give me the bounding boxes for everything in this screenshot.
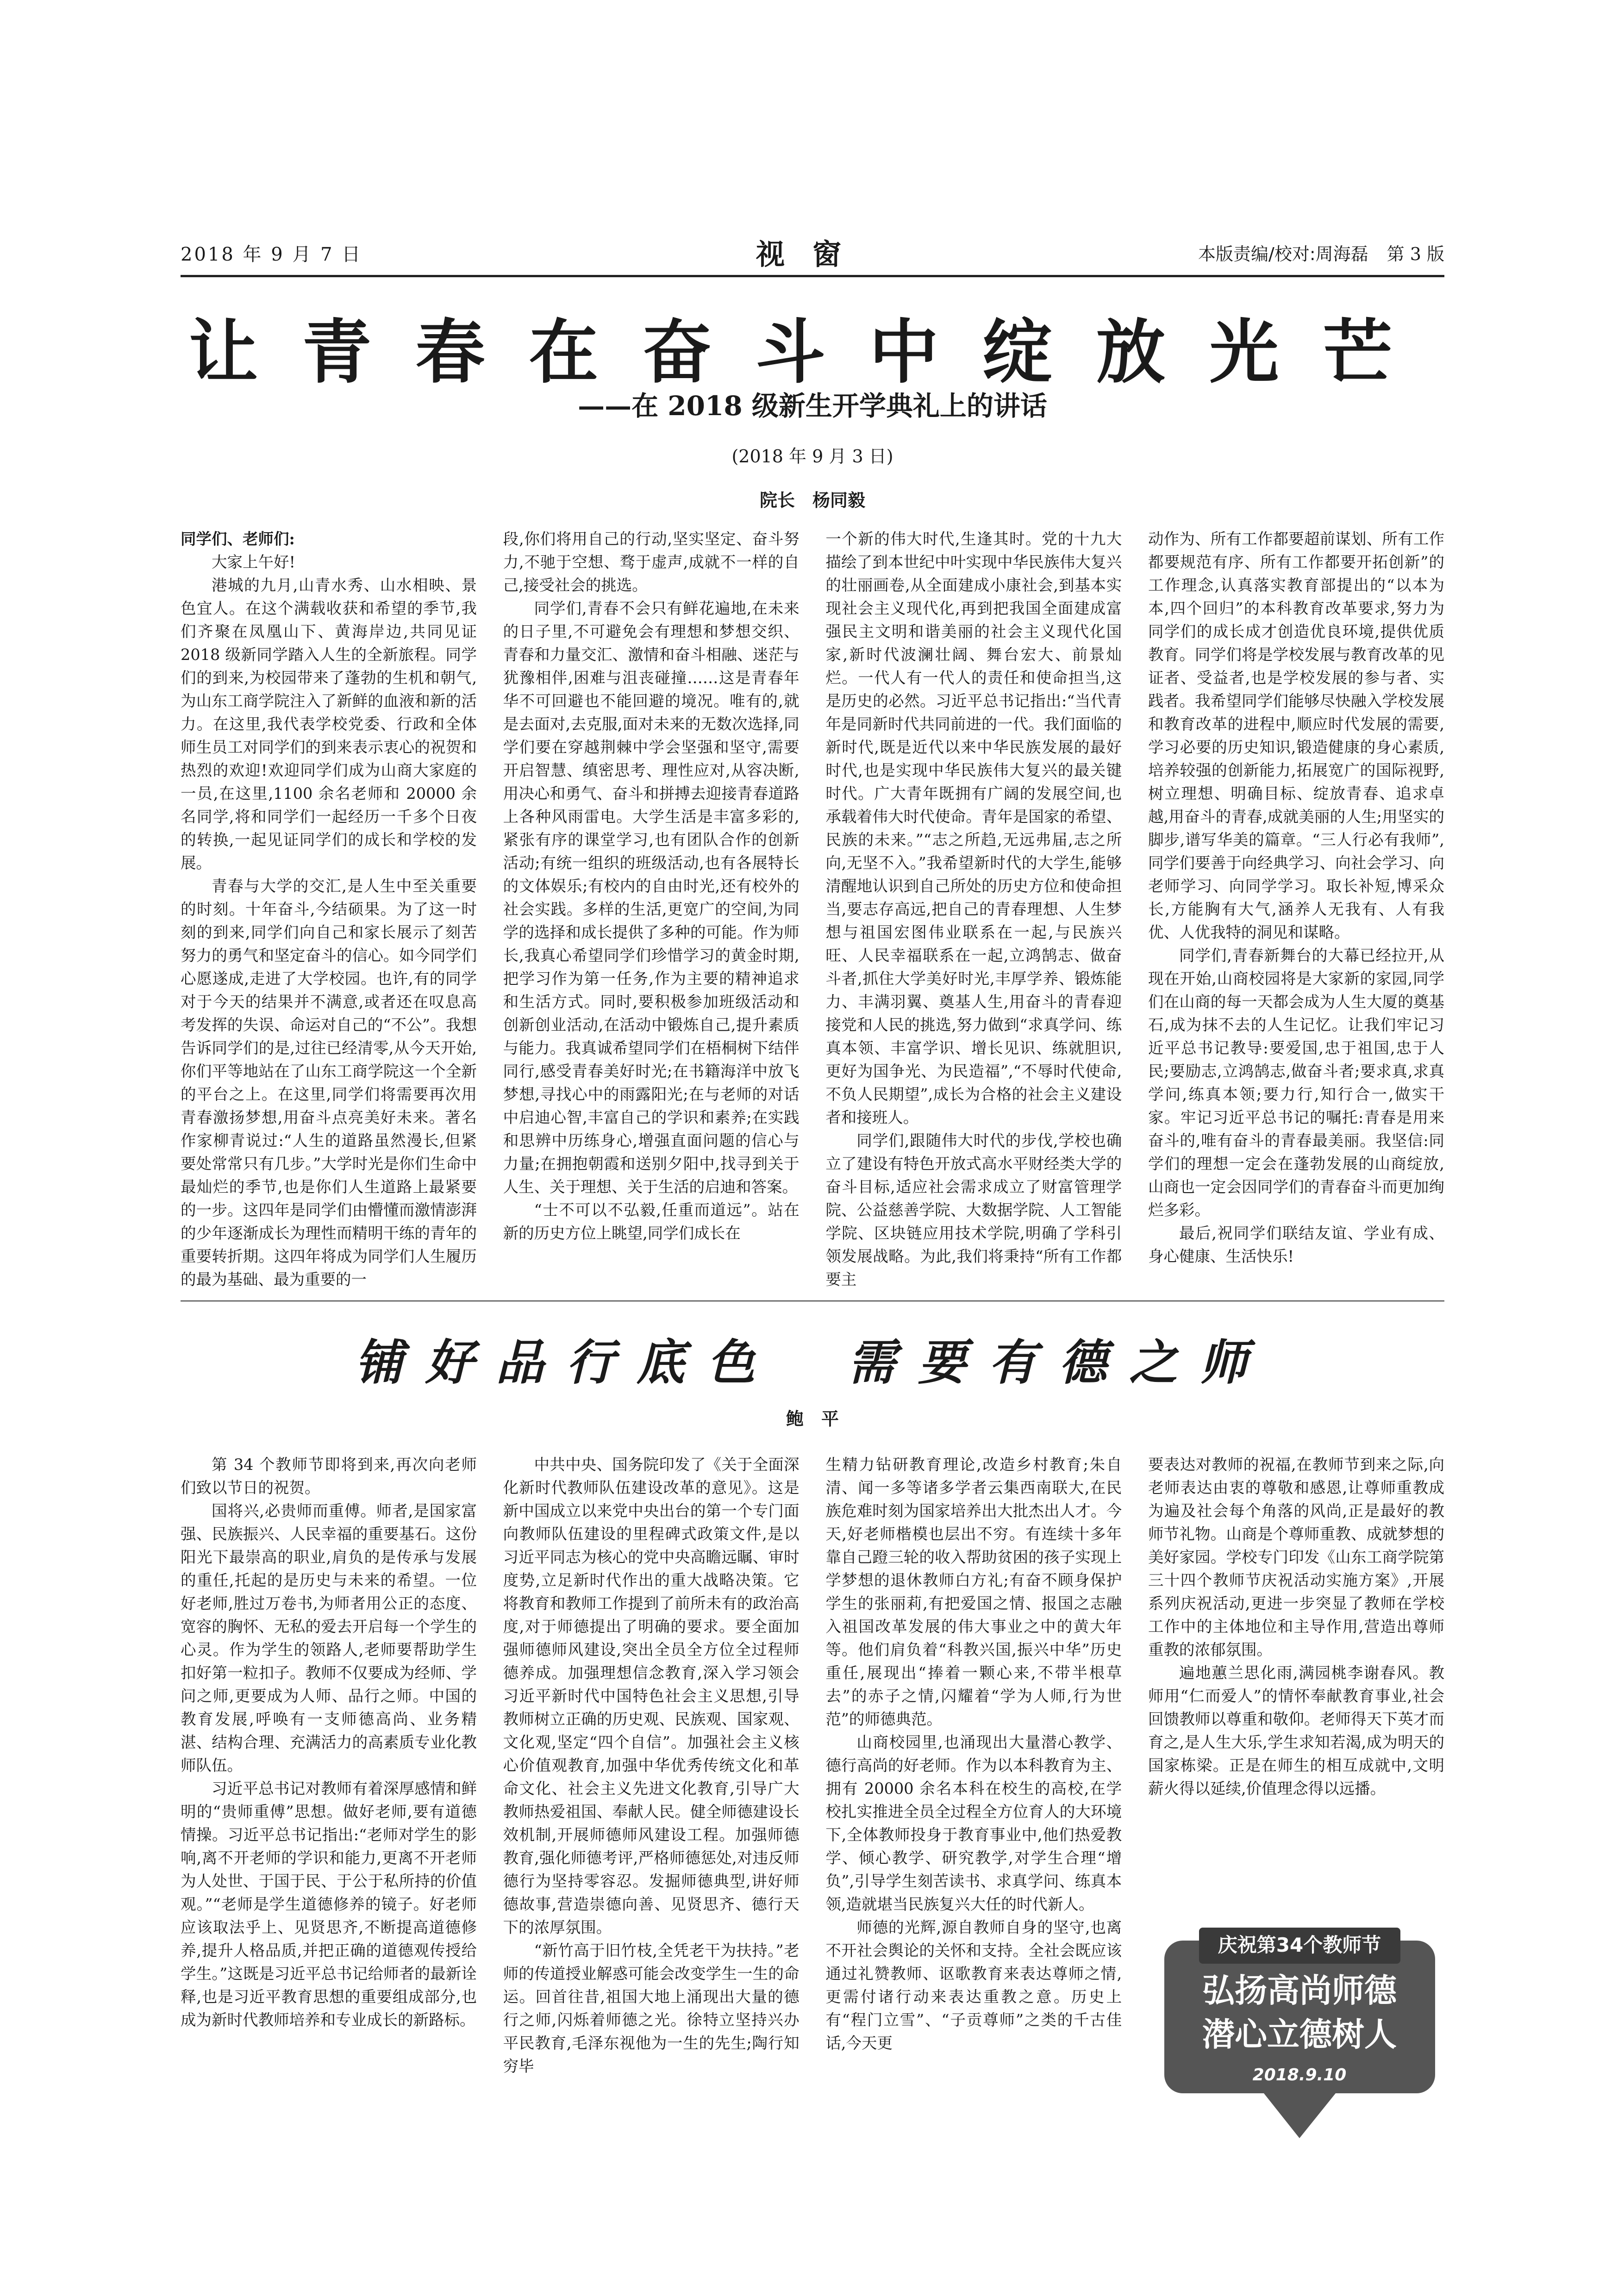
masthead-rule (181, 275, 1444, 277)
badge-line1: 弘扬高尚师德 (1202, 1972, 1397, 2010)
article2-author: 鲍 平 (786, 1409, 839, 1429)
article1-date: (2018 年 9 月 3 日) (731, 446, 893, 467)
article1-column (503, 528, 800, 1289)
paragraph: 港城的九月,山青水秀、山水相映、景色宜人。在这个满载收获和希望的季节,我们齐聚在凤凰山下、黄海岸边,共同见证 2018 级新同学踏入人生的全新旅程。同学们的到来,为校园带来了蓬勃的生机和朝气,为山东工商学院注入了新鲜的血液和新的活力。在这里,我代表学校党委、行政和全体师生员工对同学们的到来表示衷心的祝贺和热烈的欢迎!欢迎同学们成为山商大家庭的一员,在这里,1100 余名老师和 20000 余名同学,将和同学们一起经历一千多个日夜的转换,一起见证同学们的成长和学校的发展。 (181, 576, 477, 872)
badge-pointer (1264, 2093, 1336, 2138)
article1-body (181, 528, 1444, 1289)
article2-column (825, 1453, 1122, 2212)
article1-subtitle: ——在 2018 级新生开学典礼上的讲话 (578, 390, 1047, 422)
paragraph: 第 34 个教师节即将到来,再次向老师们致以节日的祝贺。 (181, 1456, 477, 1497)
paragraph: 师德的光辉,源自教师自身的坚守,也离不开社会舆论的关怀和支持。全社会既应该通过礼赞教师、讴歌教育来表达尊师之情,更需付诸行动来表达重教之意。历史上有“程门立雪”、“子贡尊师”之类的千古佳话,今天更 (825, 1918, 1122, 2052)
article1-author: 院长 杨同毅 (759, 490, 865, 510)
article2-column (503, 1453, 800, 2212)
paragraph: 中共中央、国务院印发了《关于全面深化新时代教师队伍建设改革的意见》。这是新中国成立以来党中央出台的第一个专门面向教师队伍建设的里程碑式政策文件,是以习近平同志为核心的党中央高瞻远瞩、审时度势,立足新时代作出的重大战略决策。它将教育和教师工作提到了前所未有的政治高度,对于师德提出了明确的要求。要全面加强师德师风建设,突出全员全方位全过程师德养成。加强理想信念教育,深入学习领会习近平新时代中国特色社会主义思想,引导教师树立正确的历史观、民族观、国家观、文化观,坚定“四个自信”。加强社会主义核心价值观教育,加强中华优秀传统文化和革命文化、社会主义先进文化教育,引导广大教师热爱祖国、奉献人民。健全师德建设长效机制,开展师德师风建设工程。加强师德教育,强化师德考评,严格师德惩处,对违反师德行为坚持零容忍。发掘师德典型,讲好师德故事,营造崇德向善、见贤思齐、德行天下的浓厚氛围。 (503, 1456, 800, 1936)
badge-top-text: 庆祝第34个教师节 (1218, 1934, 1381, 1956)
paragraph: 青春与大学的交汇,是人生中至关重要的时刻。十年奋斗,今结硕果。为了这一时刻的到来,同学们向自己和家长展示了刻苦努力的勇气和坚定奋斗的信心。如今同学们心愿遂成,走进了大学校园。也许,有的同学对于今天的结果并不满意,或者还在叹息高考发挥的失误、命运对自己的“不公”。我想告诉同学们的是,过往已经清零,从今天开始,你们平等地站在了山东工商学院这一个全新的平台之上。在这里,同学们将需要再次用青春激扬梦想,用奋斗点亮美好未来。著名作家柳青说过:“人生的道路虽然漫长,但紧要处常常只有几步。”大学时光是你们生命中最灿烂的季节,也是你们人生道路上最紧要的一步。这四年是同学们由懵懂而激情澎湃的少年逐渐成长为理性而精明干练的青年的重要转折期。这四年将成为同学们人生履历的最为基础、最为重要的一 (181, 877, 477, 1288)
paragraph: 最后,祝同学们联结友谊、学业有成、身心健康、生活快乐! (1148, 1224, 1444, 1265)
page-number: 第 3 版 (1387, 244, 1444, 264)
paragraph: 同学们,跟随伟大时代的步伐,学校也确立了建设有特色开放式高水平财经类大学的奋斗目标,适应社会需求成立了财富管理学院、公益慈善学院、大数据学院、人工智能学院、区块链应用技术学院,明确了学科引领发展战略。为此,我们将秉持“所有工作都要主 (825, 1132, 1122, 1288)
paragraph: 遍地蕙兰思化雨,满园桃李谢春风。教师用“仁而爱人”的情怀奉献教育事业,社会回馈教师以尊重和敬仰。老师得天下英才而育之,是人生大乐,学生求知若渴,成为明天的国家栋梁。正是在师生的相互成就中,文明薪火得以延续,价值理念得以远播。 (1148, 1664, 1444, 1798)
article2-column (1148, 1453, 1444, 1907)
article1-column (1148, 528, 1444, 1289)
article1-column (181, 528, 477, 1289)
editor-info (1198, 240, 1444, 265)
paragraph: 山商校园里,也涌现出大量潜心教学、德行高尚的好老师。作为以本科教育为主、拥有 20000 余名本科在校生的高校,在学校扎实推进全员全过程全方位育人的大环境下,全体教师投身于教育事业中,他们热爱教学、倾心教学、研究教学,对学生合理“增负”,引导学生刻苦读书、求真学问、练真本领,造就堪当民族复兴大任的时代新人。 (825, 1733, 1122, 1913)
issue-date: 2018 年 9 月 7 日 (181, 244, 362, 265)
paragraph: “新竹高于旧竹枝,全凭老干为扶持。”老师的传道授业解惑可能会改变学生一生的命运。回首往昔,祖国大地上涌现出大量的德行之师,闪烁着师德之光。徐特立坚持兴办平民教育,毛泽东视他为一生的先生;陶行知穷毕 (503, 1941, 800, 2075)
paragraph: 同学们,青春新舞台的大幕已经拉开,从现在开始,山商校园将是大家新的家园,同学们在山商的每一天都会成为人生大厦的奠基石,成为抹不去的人生记忆。让我们牢记习近平总书记教导:要爱国,忠于祖国,忠于人民;要励志,立鸿鹄志,做奋斗者;要求真,求真学问,练真本领;要力行,知行合一,做实干家。牢记习近平总书记的嘱托:青春是用来奋斗的,唯有奋斗的青春最美丽。我坚信:同学们的理想一定会在蓬勃发展的山商绽放,山商也一定会因同学们的青春奋斗而更加绚烂多彩。 (1148, 946, 1444, 1219)
section-name: 视窗 (756, 237, 869, 271)
paragraph: 大家上午好! (212, 553, 295, 571)
article2-column (181, 1453, 477, 2212)
section-divider (181, 1300, 1444, 1301)
paragraph: 国将兴,必贵师而重傅。师者,是国家富强、民族振兴、人民幸福的重要基石。这份阳光下最崇高的职业,肩负的是传承与发展的重任,托起的是历史与未来的希望。一位好老师,胜过万卷书,为师者用公正的态度、宽容的胸怀、无私的爱去开启每一个学生的心灵。作为学生的领路人,老师要帮助学生扣好第一粒扣子。教师不仅要成为经师、学问之师,更要成为人师、品行之师。中国的教育发展,呼唤有一支师德高尚、业务精湛、结构合理、充满活力的高素质专业化教师队伍。 (181, 1502, 477, 1774)
paragraph: 同学们,青春不会只有鲜花遍地,在未来的日子里,不可避免会有理想和梦想交织、青春和力量交汇、激情和奋斗相融、迷茫与犹豫相伴,困难与沮丧碰撞……这是青春年华不可回避也不能回避的境况。唯有的,就是去面对,去克服,面对未来的无数次选择,同学们要在穿越荆棘中学会坚强和坚守,需要开启智慧、缜密思考、理性应对,从容决断,用决心和勇气、奋斗和拼搏去迎接青春道路上各种风雨雷电。大学生活是丰富多彩的,紧张有序的课堂学习,也有团队合作的创新活动;有统一组织的班级活动,也有各展特长的文体娱乐;有校内的自由时光,还有校外的社会实践。多样的生活,更宽广的空间,为同学的选择和成长提供了多种的可能。作为师长,我真心希望同学们珍惜学习的黄金时期,把学习作为第一任务,作为主要的精神追求和生活方式。同时,要积极参加班级活动和创新创业活动,在活动中锻炼自己,提升素质与能力。我真诚希望同学们在梧桐树下结伴同行,感受青春美好时光;在书籍海洋中放飞梦想,寻找心中的雨露阳光;在与老师的对话中启迪心智,丰富自己的学识和素养;在实践和思辨中历练身心,增强直面问题的信心与力量;在拥抱朝霞和送别夕阳中,找寻到关于人生、关于理想、关于生活的启迪和答案。 (503, 599, 800, 1196)
paragraph: 一个新的伟大时代,生逢其时。党的十九大描绘了到本世纪中叶实现中华民族伟大复兴的壮丽画卷,从全面建成小康社会,到基本实现社会主义现代化,再到把我国全面建成富强民主文明和谐美丽的社会主义现代化国家,新时代波澜壮阔、舞台宏大、前景灿烂。一代人有一代人的责任和使命担当,这是历史的必然。习近平总书记指出:“当代青年是同新时代共同前进的一代。我们面临的新时代,既是近代以来中华民族发展的最好时代,也是实现中华民族伟大复兴的最关键时代。广大青年既拥有广阔的发展空间,也承载着伟大时代使命。青年是国家的希望、民族的未来。”“志之所趋,无远弗届,志之所向,无坚不入。”我希望新时代的大学生,能够清醒地认识到自己所处的历史方位和使命担当,要志存高远,把自己的青春理想、人生梦想与祖国宏图伟业联系在一起,与民族兴旺、人民幸福联系在一起,立鸿鹄志、做奋斗者,抓住大学美好时光,丰厚学养、锻炼能力、丰满羽翼、奠基人生,用奋斗的青春迎接党和人民的挑选,努力做到“求真学问、练真本领、丰富学识、增长见识、练就胆识,更好为国争光、为民造福”,“不辱时代使命,不负人民期望”,成长为合格的社会主义建设者和接班人。 (825, 530, 1122, 1126)
paragraph: 生精力钻研教育理论,改造乡村教育;朱自清、闻一多等诸多学者云集西南联大,在民族危难时刻为国家培养出大批杰出人才。今天,好老师楷模也层出不穷。有连续十多年靠自己蹬三轮的收入帮助贫困的孩子实现上学梦想的退休教师白方礼;有奋不顾身保护学生的张丽莉,有把爱国之情、报国之志融入祖国改革发展的伟大事业之中的黄大年等。他们肩负着“科教兴国,振兴中华”历史重任,展现出“捧着一颗心来,不带半根草去”的赤子之情,闪耀着“学为人师,行为世范”的师德典范。 (825, 1456, 1122, 1728)
badge-date: 2018.9.10 (1252, 2066, 1347, 2084)
paragraph: 动作为、所有工作都要超前谋划、所有工作都要规范有序、所有工作都要开拓创新”的工作理念,认真落实教育部提出的“以本为本,四个回归”的本科教育改革要求,努力为同学们的成长成才创造优良环境,提供优质教育。同学们将是学校发展与教育改革的见证者、受益者,也是学校发展的参与者、实践者。我希望同学们能够尽快融入学校发展和教育改革的进程中,顺应时代发展的需要,学习必要的历史知识,锻造健康的身心素质,培养较强的创新能力,拓展宽广的国际视野,树立理想、明确目标、绽放青春、追求卓越,用奋斗的青春,成就美丽的人生;用坚实的脚步,谱写华美的篇章。“三人行必有我师”,同学们要善于向经典学习、向社会学习、向老师学习、向同学学习。取长补短,博采众长,方能胸有大气,涵养人无我有、人有我优、人优我特的洞见和谋略。 (1148, 530, 1444, 941)
article1-title: 让青春在奋斗中绽放光芒 (188, 312, 1437, 393)
editor-credit: 本版责编/校对:周海磊 (1198, 244, 1368, 264)
masthead (181, 231, 1444, 273)
paragraph: 要表达对教师的祝福,在教师节到来之际,向老师表达由衷的尊敬和感恩,让尊师重教成为遍及社会每个角落的风尚,正是最好的教师节礼物。山商是个尊师重教、成就梦想的美好家园。学校专门印发《山东工商学院第三十四个教师节庆祝活动实施方案》,开展系列庆祝活动,更进一步突显了教师在学校工作中的主体地位和主导作用,营造出尊师重教的浓郁氛围。 (1148, 1456, 1444, 1659)
badge-line2: 潜心立德树人 (1202, 2016, 1397, 2053)
paragraph: 习近平总书记对教师有着深厚感情和鲜明的“贵师重傅”思想。做好老师,要有道德情操。习近平总书记指出:“老师对学生的影响,离不开老师的学识和能力,更离不开老师为人处世、于国于民、于公于私所持的价值观。”“老师是学生道德修养的镜子。好老师应该取法乎上、见贤思齐,不断提高道德修养,提升人格品质,并把正确的道德观传授给学生。”这既是习近平总书记给师者的最新诠释,也是习近平教育思想的重要组成部分,也成为新时代教师培养和专业成长的新路标。 (181, 1780, 477, 2029)
article1-column (825, 528, 1122, 1289)
salutation: 同学们、老师们: (181, 530, 295, 548)
teachers-day-badge (1155, 1928, 1444, 2145)
paragraph: 段,你们将用自己的行动,坚实坚定、奋斗努力,不驰于空想、骛于虚声,成就不一样的自己,接受社会的挑选。 (503, 530, 800, 594)
article2-title: 铺好品行底色 需要有德之师 (355, 1334, 1270, 1391)
paragraph: “士不可以不弘毅,任重而道远”。站在新的历史方位上眺望,同学们成长在 (503, 1201, 800, 1242)
